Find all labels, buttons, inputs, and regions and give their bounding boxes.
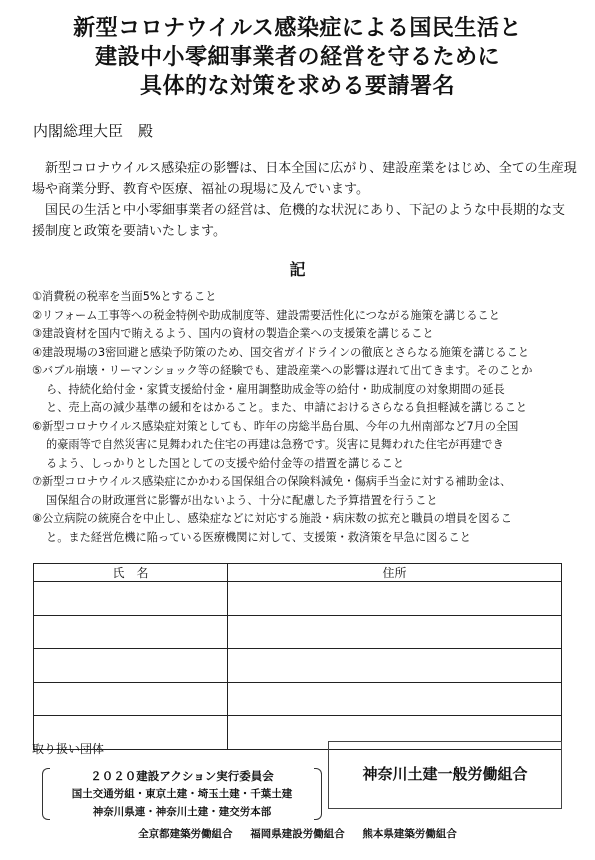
organization-name: 神奈川土建一般労働組合 <box>362 765 528 783</box>
title-line-1: 新型コロナウイルス感染症による国民生活と <box>73 16 522 41</box>
committee-members-2: 神奈川県連・神奈川土建・建交労本部 <box>92 806 272 818</box>
addressee: 内閣総理大臣 殿 <box>33 122 154 140</box>
committee-block <box>42 768 322 820</box>
signature-header-row <box>34 564 562 582</box>
title-line-2: 建設中小零細事業者の経営を守るために <box>94 45 500 70</box>
demand-item: ②リフォーム工事等への税金特例や助成制度等、建設需要活性化につながる施策を講じること <box>32 308 500 322</box>
demand-item-continued: るよう、しっかりとした国としての支援や給付金等の措置を講じること <box>46 456 405 470</box>
handling-label: 取り扱い団体 <box>32 742 105 756</box>
intro-paragraph-1: 新型コロナウイルス感染症の影響は、日本全国に広がり、建設産業をはじめ、全ての生産現場や商業分野、教育や医療、福祉の現場に及んでいます。 <box>32 161 577 197</box>
union-name: 全京都建築労働組合 <box>138 828 233 840</box>
ki-heading: 記 <box>289 260 306 279</box>
demand-item: ⑤バブル崩壊・リーマンショック等の経験でも、建設産業への影響は遅れて出てきます。そのことか <box>32 364 533 377</box>
demand-item-continued: 的豪雨等で自然災害に見舞われた住宅の再建は急務です。災害に見舞われた住宅が再建でき <box>46 438 504 451</box>
name-cell[interactable] <box>34 615 228 649</box>
intro-text <box>32 158 577 242</box>
union-list <box>0 826 595 841</box>
demand-item: ④建設現場の3密回避と感染予防策のため、国交省ガイドラインの徹底とさらなる施策を講じること <box>32 345 530 359</box>
intro-paragraph-2: 国民の生活と中小零細事業者の経営は、危機的な状況にあり、下記のような中長期的な支援制度と政策を要請いたします。 <box>32 203 566 239</box>
name-cell[interactable] <box>34 682 228 716</box>
title-line-3: 具体的な対策を求める要請署名 <box>139 74 455 99</box>
name-column-header: 氏 名 <box>34 564 228 582</box>
demand-item: ③建設資材を国内で賄えるよう、国内の資材の製造企業への支援策を講じること <box>32 327 434 340</box>
signature-table <box>33 563 562 750</box>
demand-item: ⑦新型コロナウイルス感染症にかかわる国保組合の保険料減免・傷病手当金に対する補助金は、 <box>32 475 512 488</box>
address-column-header: 住所 <box>228 564 562 582</box>
signature-row <box>34 615 562 649</box>
demand-item-continued: ら、持続化給付金・家賃支援給付金・雇用調整助成金等の給付・助成制度の対象期間の延長 <box>46 382 505 396</box>
name-cell[interactable] <box>34 649 228 683</box>
signature-row <box>34 649 562 683</box>
demand-item: ⑥新型コロナウイルス感染症対策としても、昨年の房総半島台風、今年の九州南部など7月の全国 <box>32 419 519 433</box>
demand-item-continued: と、売上高の減少基準の緩和をはかること。また、申請におけるさらなる負担軽減を講じること <box>46 401 528 414</box>
committee-members-1: 国土交通労組・東京土建・埼玉土建・千葉土建 <box>71 788 293 800</box>
petition-title <box>0 14 595 101</box>
committee-name: ２０２０建設アクション実行委員会 <box>90 769 274 783</box>
demand-list <box>32 288 580 547</box>
signature-row <box>34 582 562 616</box>
signature-row <box>34 682 562 716</box>
address-cell[interactable] <box>228 649 562 683</box>
address-cell[interactable] <box>228 615 562 649</box>
demand-item: ①消費税の税率を当面5%とすること <box>32 290 217 303</box>
address-cell[interactable] <box>228 582 562 616</box>
organization-box <box>328 741 562 809</box>
name-cell[interactable] <box>34 582 228 616</box>
union-name: 熊本県建築労働組合 <box>362 828 457 840</box>
demand-item: ⑧公立病院の統廃合を中止し、感染症などに対応する施設・病床数の拡充と職員の増員を図るこ <box>32 512 512 525</box>
union-name: 福岡県建設労働組合 <box>250 828 345 840</box>
demand-item-continued: 国保組合の財政運営に影響が出ないよう、十分に配慮した予算措置を行うこと <box>46 493 438 507</box>
demand-item-continued: と。また経営危機に陥っている医療機関に対して、支援策・救済策を早急に図ること <box>46 530 471 544</box>
address-cell[interactable] <box>228 682 562 716</box>
